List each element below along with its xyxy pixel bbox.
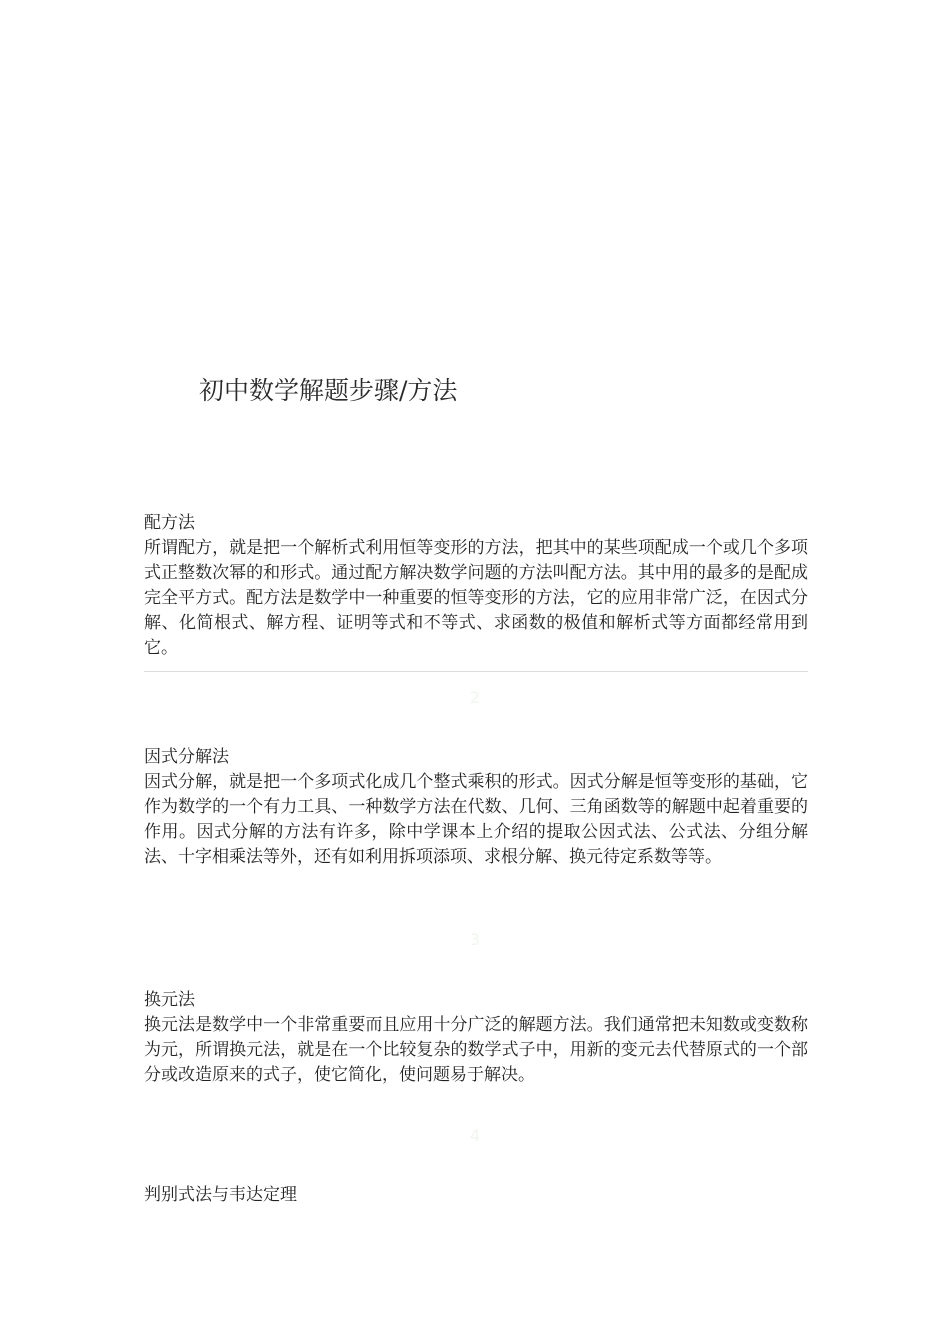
section-factorization [144, 745, 808, 870]
page-number: 3 [469, 930, 481, 949]
page-number: 2 [469, 688, 481, 707]
section-heading: 判别式法与韦达定理 [144, 1185, 297, 1205]
section-substitution [144, 988, 808, 1088]
section-body: 因式分解，就是把一个多项式化成几个整式乘积的形式。因式分解是恒等变形的基础，它作为数学的一个有力工具、一种数学方法在代数、几何、三角函数等的解题中起着重要的作用。因式分解的方法有许多，除中学课本上介绍的提取公因式法、公式法、分组分解法、十字相乘法等外，还有如利用拆项添项、求根分解、换元待定系数等等。 [144, 772, 808, 867]
section-heading: 因式分解法 [144, 747, 229, 767]
section-body: 所谓配方，就是把一个解析式利用恒等变形的方法，把其中的某些项配成一个或几个多项式正整数次幂的和形式。通过配方解决数学问题的方法叫配方法。其中用的最多的是配成完全平方式。配方法是数学中一种重要的恒等变形的方法，它的应用非常广泛，在因式分解、化简根式、解方程、证明等式和不等式、求函数的极值和解析式等方面都经常用到它。 [144, 538, 808, 658]
page-divider [144, 671, 808, 672]
section-completing-square [144, 511, 808, 661]
section-heading: 换元法 [144, 990, 195, 1010]
section-heading: 配方法 [144, 513, 195, 533]
section-discriminant-vieta [144, 1183, 808, 1208]
page-number: 4 [469, 1126, 481, 1145]
document-title: 初中数学解题步骤/方法 [199, 376, 458, 405]
section-body: 换元法是数学中一个非常重要而且应用十分广泛的解题方法。我们通常把未知数或变数称为元，所谓换元法，就是在一个比较复杂的数学式子中，用新的变元去代替原式的一个部分或改造原来的式子，使它简化，使问题易于解决。 [144, 1015, 808, 1085]
